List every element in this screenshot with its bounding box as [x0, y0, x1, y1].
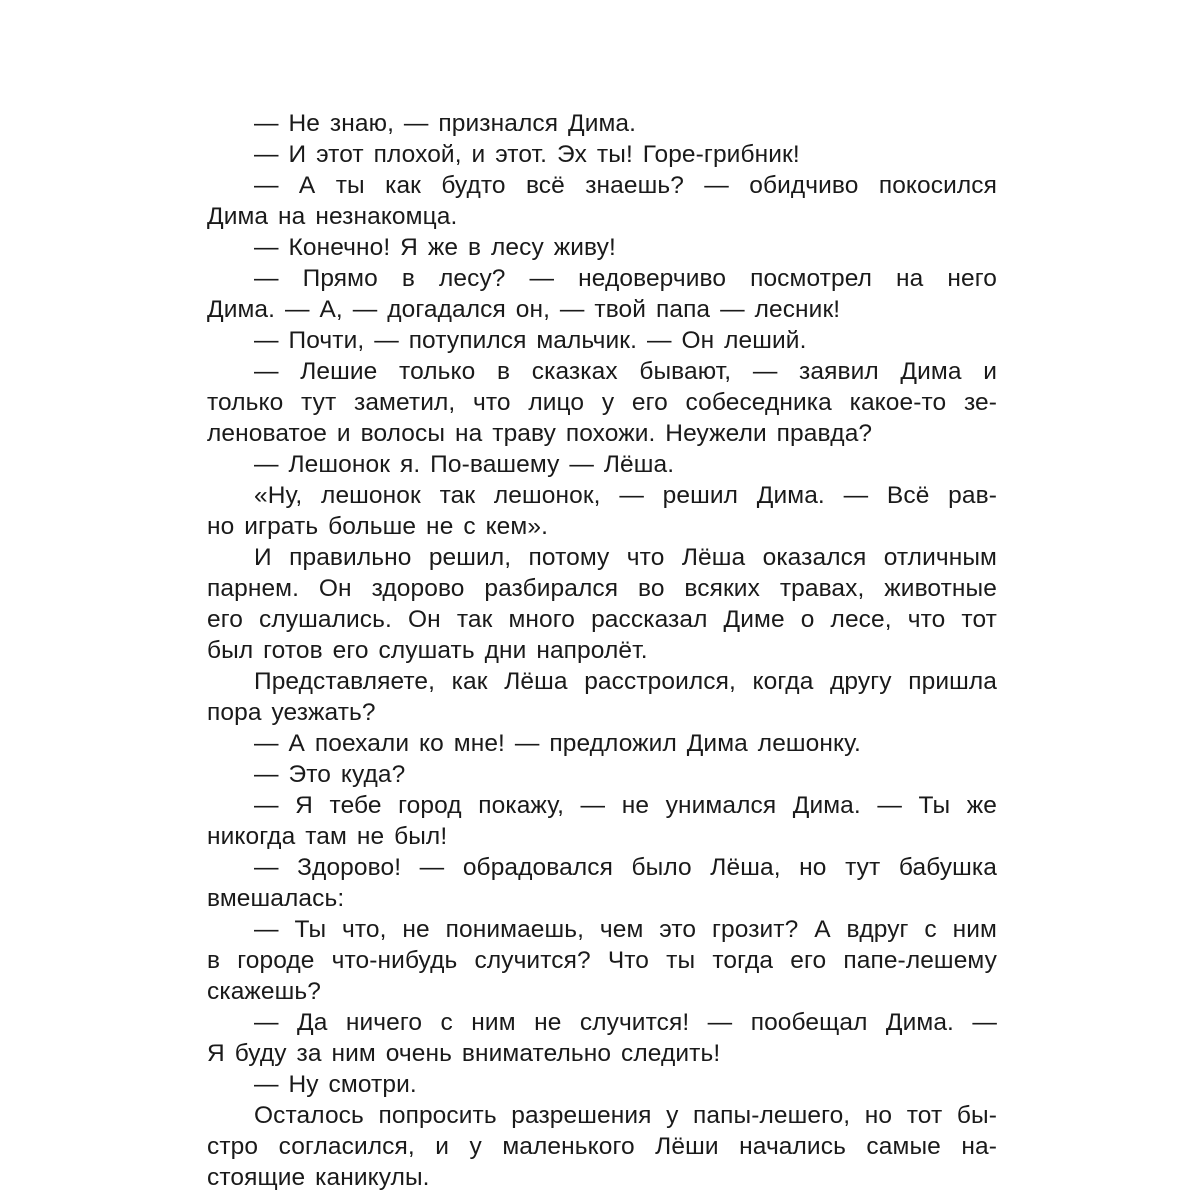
- text-line: — Конечно! Я же в лесу живу!: [254, 234, 616, 261]
- text-line: — И этот плохой, и этот. Эх ты! Горе-грибник!: [254, 141, 800, 168]
- text-line: Представляете, как Лёша расстроился, когда другу пришла: [254, 668, 997, 695]
- text-line: — Да ничего с ним не случится! — пообещал Дима. —: [254, 1009, 997, 1036]
- text-line: Дима на незнакомца.: [207, 203, 458, 230]
- text-line: Осталось попросить разрешения у папы-лешего, но тот бы-: [254, 1102, 997, 1129]
- text-line: его слушались. Он так много рассказал Диме о лесе, что тот: [207, 606, 997, 633]
- text-line: стро согласился, и у маленького Лёши начались самые на-: [207, 1133, 997, 1160]
- text-line: — Не знаю, — признался Дима.: [254, 110, 637, 137]
- text-line: скажешь?: [207, 978, 321, 1005]
- text-line: — Это куда?: [254, 761, 406, 788]
- text-line: Я буду за ним очень внимательно следить!: [207, 1040, 721, 1067]
- text-line: «Ну, лешонок так лешонок, — решил Дима. — Всё рав-: [254, 482, 997, 509]
- text-line: — Лешие только в сказках бывают, — заявил Дима и: [254, 358, 997, 385]
- text-line: И правильно решил, потому что Лёша оказался отличным: [254, 544, 997, 571]
- text-line: в городе что-нибудь случится? Что ты тогда его папе-лешему: [207, 947, 997, 974]
- text-line: — Я тебе город покажу, — не унимался Дима. — Ты же: [254, 792, 997, 819]
- text-line: пора уезжать?: [207, 699, 376, 726]
- text-line: вмешалась:: [207, 885, 345, 912]
- text-line: но играть больше не с кем».: [207, 513, 548, 540]
- text-line: — Прямо в лесу? — недоверчиво посмотрел на него: [254, 265, 997, 292]
- text-line: парнем. Он здорово разбирался во всяких травах, животные: [207, 575, 997, 602]
- text-line: — Здорово! — обрадовался было Лёша, но тут бабушка: [254, 854, 997, 881]
- text-line: — Почти, — потупился мальчик. — Он леший.: [254, 327, 807, 354]
- text-line: — Ну смотри.: [254, 1071, 417, 1098]
- text-line: леноватое и волосы на траву похожи. Неужели правда?: [207, 420, 873, 447]
- page-text: [207, 108, 997, 1193]
- text-line: был готов его слушать дни напролёт.: [207, 637, 648, 664]
- text-line: — Лешонок я. По-вашему — Лёша.: [254, 451, 675, 478]
- text-line: — Ты что, не понимаешь, чем это грозит? А вдруг с ним: [254, 916, 997, 943]
- text-line: стоящие каникулы.: [207, 1164, 430, 1191]
- text-line: никогда там не был!: [207, 823, 448, 850]
- text-line: Дима. — А, — догадался он, — твой папа — лесник!: [207, 296, 841, 323]
- text-line: — А поехали ко мне! — предложил Дима лешонку.: [254, 730, 861, 757]
- text-line: только тут заметил, что лицо у его собеседника какое-то зе-: [207, 389, 997, 416]
- text-line: — А ты как будто всё знаешь? — обидчиво покосился: [254, 172, 997, 199]
